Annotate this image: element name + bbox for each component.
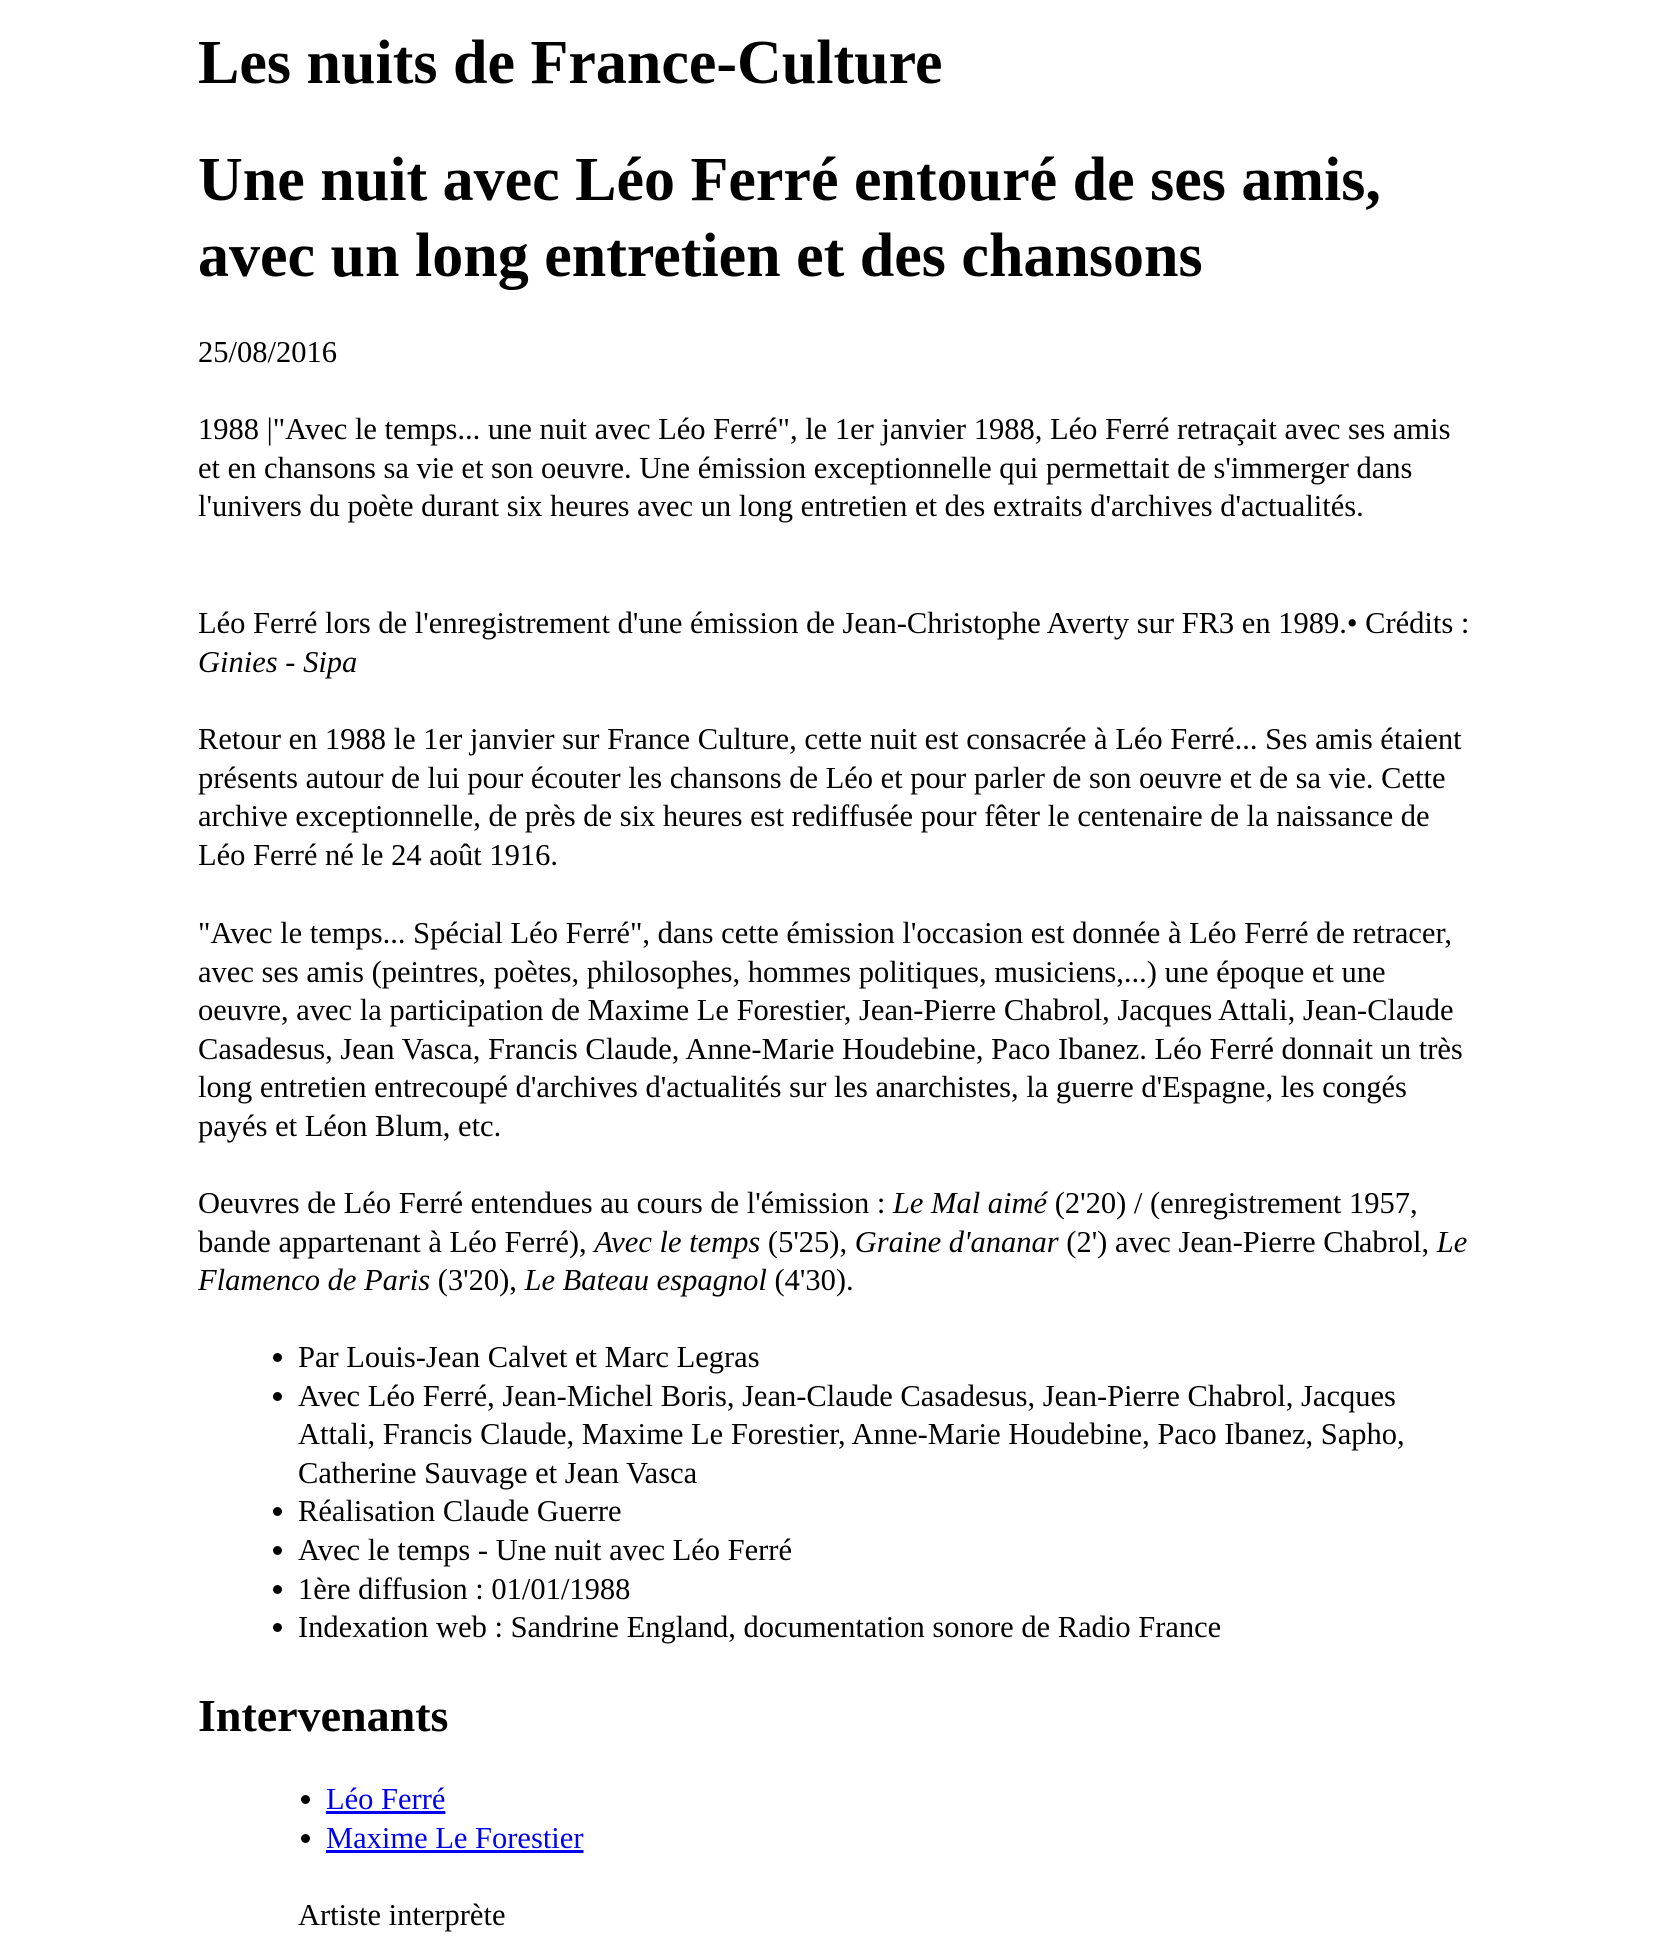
photo-caption-text: Léo Ferré lors de l'enregistrement d'une émission de Jean-Christophe Averty sur FR3 en 1989. [198,606,1347,640]
work-detail: (5'25), [760,1224,855,1259]
work-title: Graine d'ananar [854,1224,1059,1259]
work-title: Avec le temps [594,1224,761,1259]
credit-photographer: Ginies [198,644,278,679]
credits-list [198,1338,1478,1647]
credits-item: • Par Louis-Jean Calvet et Marc Legras [298,1338,1478,1377]
credits-label: • Crédits : [1346,606,1470,640]
intro-paragraph: 1988 |"Avec le temps... une nuit avec Léo Ferré", le 1er janvier 1988, Léo Ferré retraçait avec ses amis et en chansons sa vie et son oeuvre. Une émission exceptionnelle qui permettait de s'immerger dans l'univers du poète durant six heures avec un long entretien et des extraits d'archives d'actualités. [198,412,1451,524]
publication-date: 25/08/2016 [198,335,337,369]
speaker-role: Artiste interprète [298,1898,506,1932]
work-title: Le Mal aimé [892,1186,1048,1220]
credits-item: • Avec le temps - Une nuit avec Léo Ferré [298,1531,1478,1570]
body-paragraph-participants: "Avec le temps... Spécial Léo Ferré", dans cette émission l'occasion est donnée à Léo Ferré de retracer, avec ses amis (peintres, poètes, philosophes, hommes politiques, musiciens,...) une époque et une oeuvre, avec la participation de Maxime Le Forestier, Jean-Pierre Chabrol, Jacques Attali, Jean-Claude Casadesus, Jean Vasca, Francis Claude, Anne-Marie Houdebine, Paco Ibanez. Léo Ferré donnait un très long entretien entrecoupé d'archives d'actualités sur les anarchistes, la guerre d'Espagne, les congés payés et Léon Blum, etc. [198,916,1463,1143]
speaker-item [326,1780,1478,1819]
credit-agency: Sipa [303,644,358,679]
credit-separator: - [277,644,304,679]
works-lead: Oeuvres de Léo Ferré entendues au cours de l'émission : [198,1186,893,1220]
work-title: Le Flamenco de Paris [198,1224,1468,1298]
article-title: Une nuit avec Léo Ferré entouré de ses amis, avec un long entretien et des chansons [198,146,1381,290]
speakers-heading: Intervenants [198,1690,449,1741]
speaker-item [326,1819,1478,1858]
credits-item: • Avec Léo Ferré, Jean-Michel Boris, Jean-Claude Casadesus, Jean-Pierre Chabrol, Jacques Attali, Francis Claude, Maxime Le Forestier, Anne-Marie Houdebine, Paco Ibanez, Sapho, Catherine Sauvage et Jean Vasca [298,1377,1478,1493]
work-detail: (4'30). [766,1263,854,1298]
work-detail: (2') avec Jean-Pierre Chabrol, [1058,1224,1437,1259]
work-detail: (3'20), [430,1263,525,1298]
works-paragraph [198,1184,1478,1300]
site-title: Les nuits de France-Culture [198,29,943,97]
speaker-link-leo-ferre[interactable]: Léo Ferré [326,1782,446,1816]
credits-item: • Réalisation Claude Guerre [298,1492,1478,1531]
photo-caption [198,604,1478,681]
speaker-link-maxime-le-forestier[interactable]: Maxime Le Forestier [326,1820,584,1855]
work-title: Le Bateau espagnol [524,1263,767,1298]
credits-item: • Indexation web : Sandrine England, documentation sonore de Radio France [298,1608,1478,1647]
credits-item: • 1ère diffusion : 01/01/1988 [298,1570,1478,1609]
work-detail: (2'20) / (enregistrement 1957, bande appartenant à Léo Ferré), [198,1186,1418,1259]
speakers-list [198,1780,1478,1857]
body-paragraph-centenary: Retour en 1988 le 1er janvier sur France Culture, cette nuit est consacrée à Léo Ferré... Ses amis étaient présents autour de lui pour écouter les chansons de Léo et pour parler de son oeuvre et de sa vie. Cette archive exceptionnelle, de près de six heures est rediffusée pour fêter le centenaire de la naissance de Léo Ferré né le 24 août 1916. [198,722,1462,872]
